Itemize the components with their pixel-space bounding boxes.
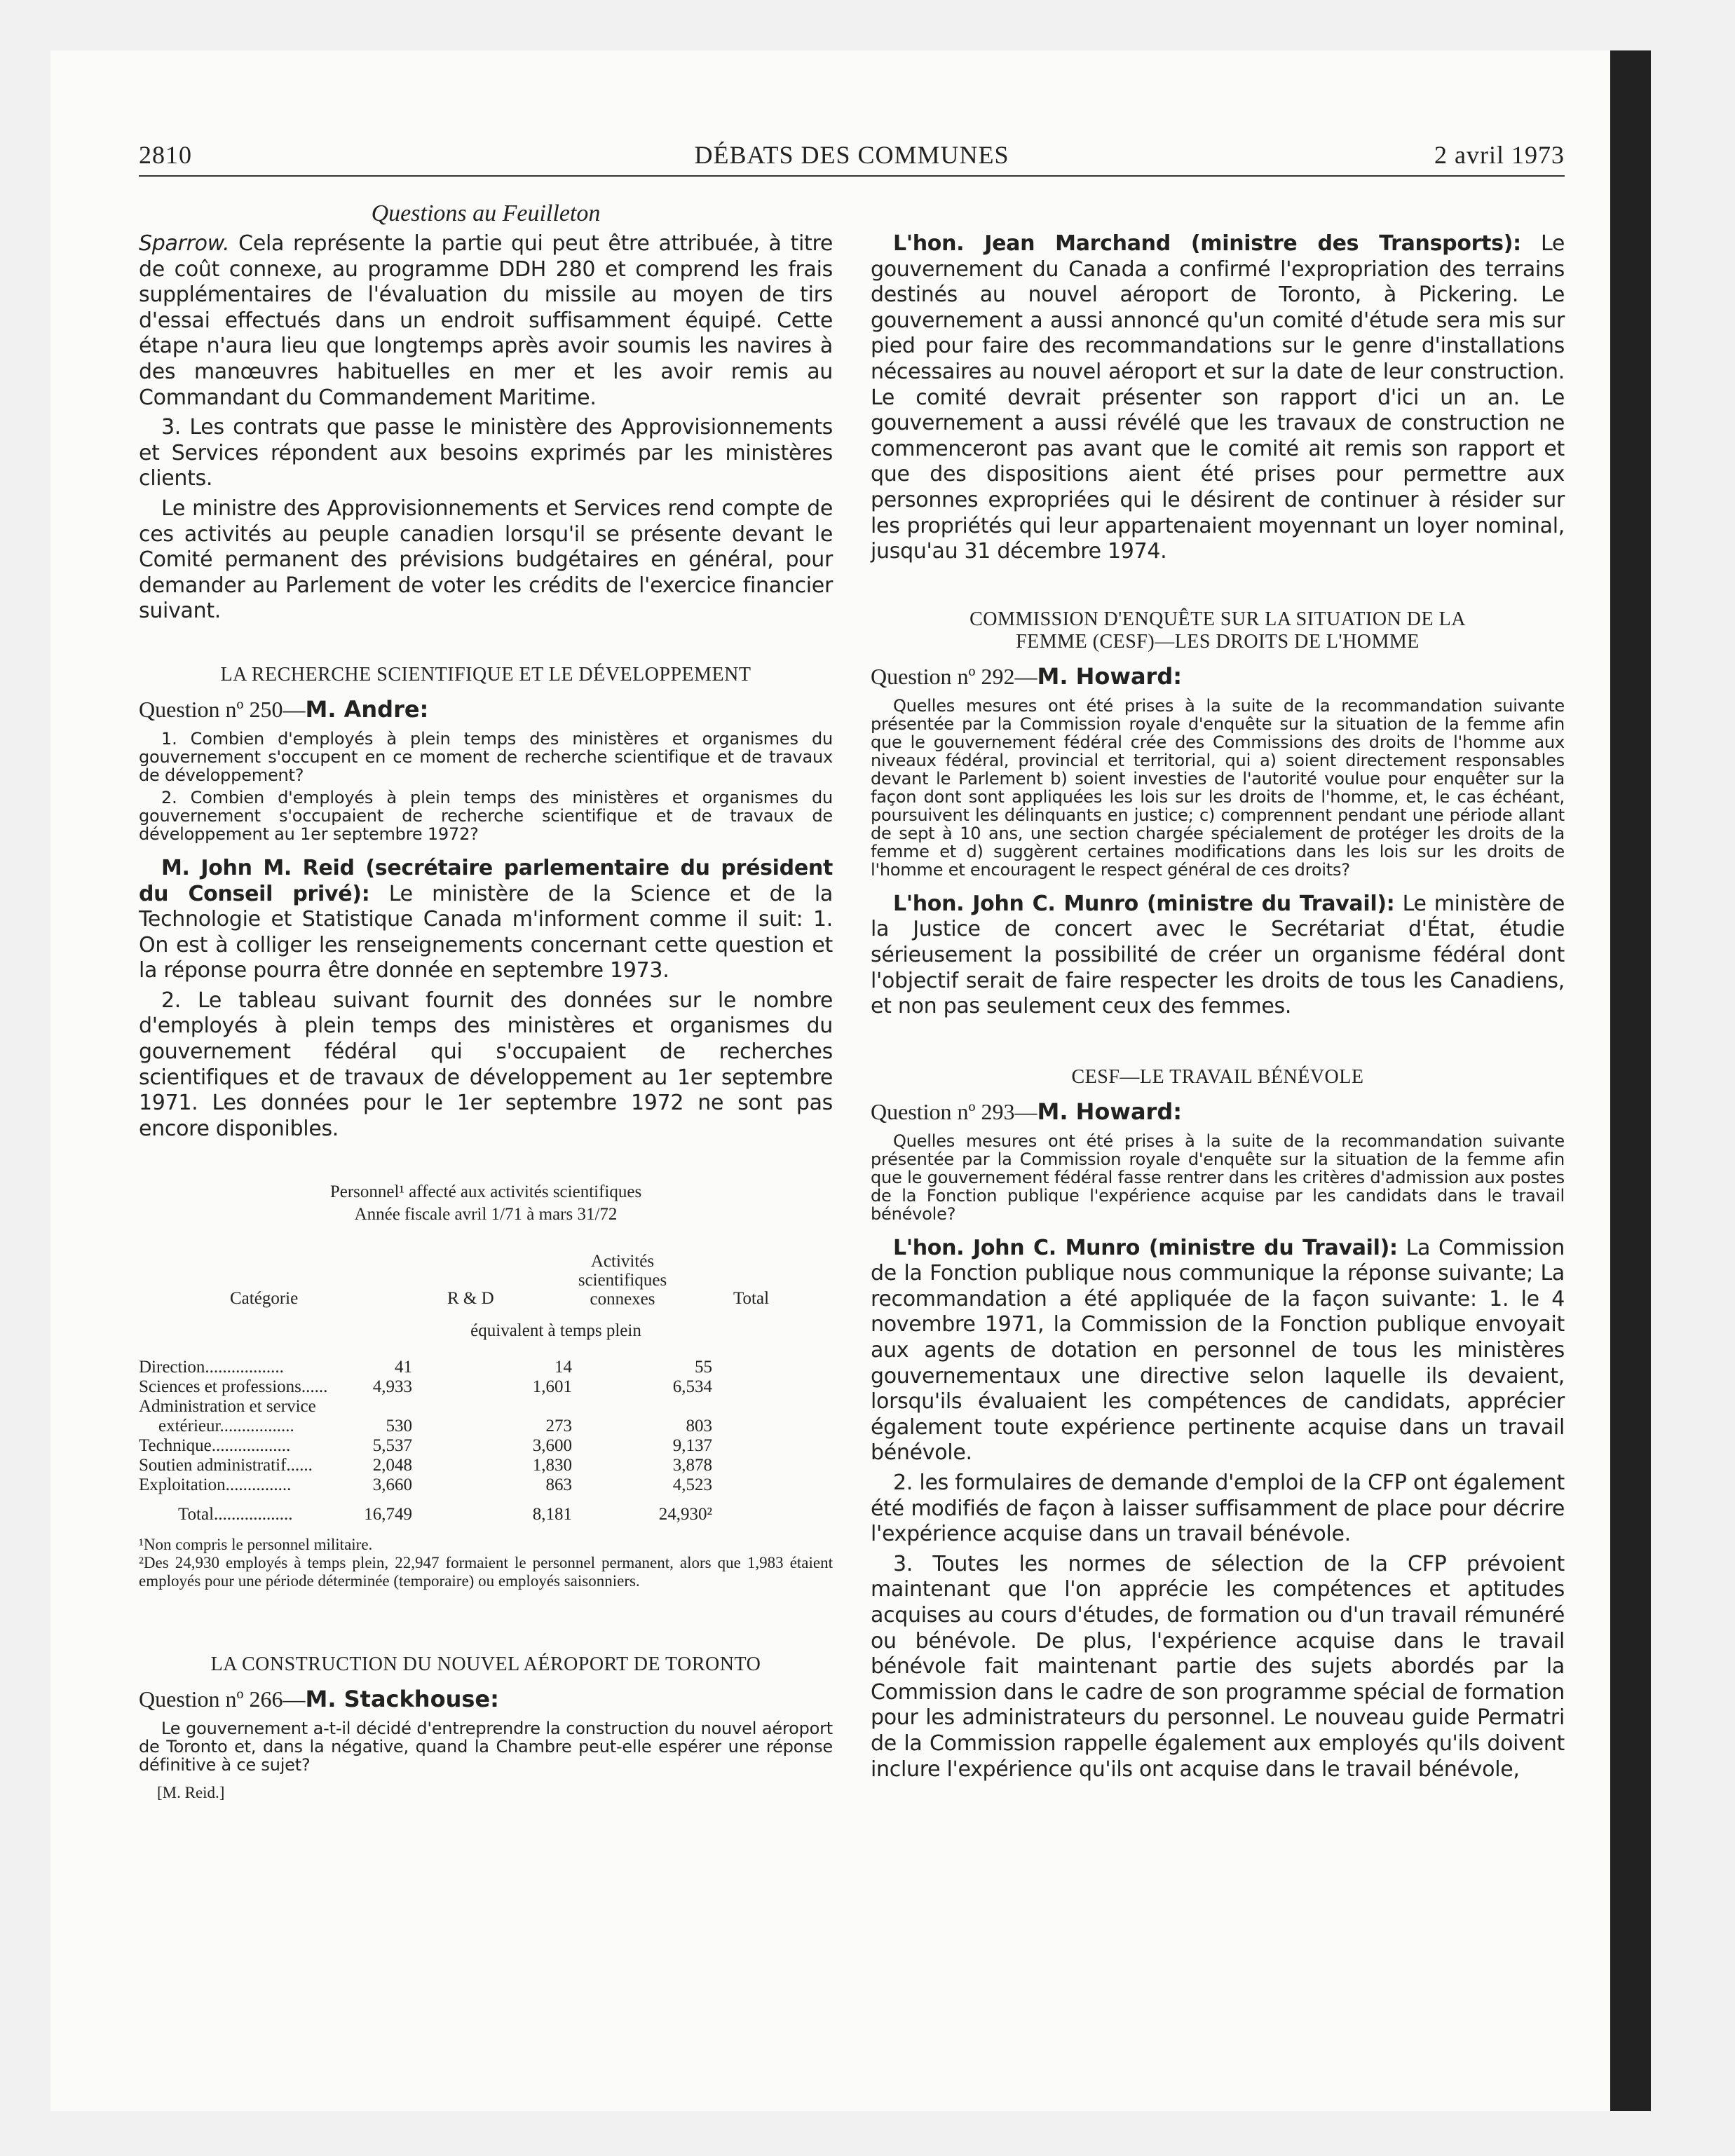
answer-text: Le ministère de la Justice de concert avec le Secrétariat d'État, étudie sérieusement la possibilité de créer un organisme fédéral dont l'objectif serait de faire respecter les droits de tous les Canadiens, et non pas seulement ceux des femmes.: [871, 891, 1565, 1019]
answer-text: Le ministère de la Science et de la Technologie et Statistique Canada m'informent comme il suit: 1. On est à colliger les renseignements concernant cette question et la réponse pourra être donnée en septembre 1973.: [139, 881, 833, 983]
table-cell: extérieur.................: [158, 1417, 294, 1436]
table-cell: Sciences et professions......: [139, 1377, 328, 1397]
table-cell: 14: [554, 1358, 572, 1377]
question-text: Quelles mesures ont été prises à la suite de la recommandation suivante présentée par la Commission royale d'enquête sur la situation de la femme afin que le gouvernement fédéral fasse rentrer dans les critères d'admission aux postes de la Fonction publique l'expérience acquise par les candidats dans le travail bénévole?: [871, 1131, 1565, 1224]
table-cell: 863: [545, 1475, 572, 1495]
answer-paragraph: [139, 856, 833, 984]
paragraph: [139, 231, 833, 411]
table-unit: équivalent à temps plein: [470, 1321, 641, 1341]
question-asker: M. Howard:: [1037, 1098, 1183, 1125]
question-number: Question nº 266—: [139, 1686, 306, 1712]
table-body: [139, 1358, 833, 1495]
question-heading: [139, 1686, 833, 1712]
scan-edge: [1610, 50, 1651, 2111]
table-cell: Total..................: [178, 1505, 293, 1524]
table-footnote: ²Des 24,930 employés à temps plein, 22,947 formaient le personnel permanent, alors que 1,983 étaient employés pour une période déterminée (temporaire) ou employés saisonniers.: [139, 1554, 833, 1590]
section-heading: LA RECHERCHE SCIENTIFIQUE ET LE DÉVELOPPEMENT: [220, 663, 751, 685]
table-cell: 530: [386, 1417, 412, 1436]
question-asker: M. Andre:: [305, 695, 429, 723]
table-cell: 8,181: [532, 1505, 572, 1524]
question-number: Question nº 250—: [139, 696, 306, 722]
paragraph: Le ministre des Approvisionnements et Services rend compte de ces activités au peuple canadien lorsqu'il se présente devant le Comité permanent des prévisions budgétaires en général, pour demander au Parlement de voter les crédits de l'exercice financier suivant.: [139, 496, 833, 624]
table-header: [139, 1241, 833, 1309]
table-cell: 273: [545, 1417, 572, 1436]
question-text: 1. Combien d'employés à plein temps des ministères et organismes du gouvernement s'occupent en ce moment de recherche scientifique et de travaux de développement?: [139, 728, 833, 785]
answer-paragraph: [871, 1236, 1565, 1466]
column-header: R & D: [447, 1289, 494, 1309]
table-cell: 16,749: [364, 1505, 412, 1524]
running-title: Questions au Feuilleton: [371, 200, 601, 226]
table-cell: 41: [395, 1358, 412, 1377]
table-cell: 3,660: [372, 1475, 412, 1495]
table-subcaption: Année fiscale avril 1/71 à mars 31/72: [354, 1205, 618, 1224]
page-date: 2 avril 1973: [1434, 141, 1565, 169]
answer-paragraph: [871, 892, 1565, 1020]
table-cell: 24,930²: [658, 1505, 712, 1524]
question-asker: M. Stackhouse:: [305, 1686, 499, 1713]
question-text: Quelles mesures ont été prises à la suite de la recommandation suivante présentée par la Commission royale d'enquête sur la situation de la femme afin que le gouvernement fédéral crée des Commissions des droits de l'homme aux niveaux fédéral, provincial et territorial, qui a) soient directement responsables devant le Parlement b) soient investies de l'autorité voulue pour enquêter sur la façon dont sont appliquées les lois sur les droits de l'homme, et, le cas échéant, poursuivent les délinquants en justice; c) comprennent pendant une période allant de sept à 10 ans, une section chargée spécialement de protéger les droits de la femme et d) suggèrent certaines modifications dans les lois sur les droits de l'homme et encouragent le respect général de ces droits?: [871, 695, 1565, 880]
answer-paragraph: [871, 231, 1565, 565]
answer-paragraph: 2. les formulaires de demande d'emploi de la CFP ont également été modifiés de façon à laisser suffisamment de place pour décrire l'expérience acquise dans un travail bénévole.: [871, 1471, 1565, 1547]
answer-paragraph: 2. Le tableau suivant fournit des données sur le nombre d'employés à plein temps des ministères et organismes du gouvernement fédéral qui s'occupaient de recherches scientifiques et de travaux de développement au 1er septembre 1971. Les données pour le 1er septembre 1972 ne sont pas encore disponibles.: [139, 988, 833, 1141]
question-asker: M. Howard:: [1037, 662, 1183, 690]
table-row: [139, 1358, 833, 1377]
question-number: Question nº 293—: [871, 1098, 1037, 1124]
speaker-name: Sparrow.: [139, 231, 230, 256]
section-heading: FEMME (CESF)—LES DROITS DE L'HOMME: [1016, 630, 1420, 653]
page-header: [139, 137, 1565, 177]
question-text: Le gouvernement a-t-il décidé d'entreprendre la construction du nouvel aéroport de Toronto et, dans la négative, quand la Chambre peut-elle espérer une réponse définitive à ce sujet?: [139, 1719, 833, 1775]
section-heading: LA CONSTRUCTION DU NOUVEL AÉROPORT DE TORONTO: [210, 1653, 761, 1676]
table-cell: 6,534: [672, 1377, 712, 1397]
table-row: [139, 1417, 833, 1436]
table-cell: 4,933: [372, 1377, 412, 1397]
paragraph-text: Cela représente la partie qui peut être attribuée, à titre de coût connexe, au programme DDH 280 et comprend les frais supplémentaires de l'évaluation du missile au moyen de tirs d'essai effectués dans un endroit suffisamment équipé. Cette étape n'aura lieu que longtemps après avoir soumis les navires à des manœuvres habituelles en mer et les avoir remis au Commandant du Commandement Maritime.: [139, 231, 833, 410]
speaker-name: L'hon. Jean Marchand (ministre des Transports):: [893, 231, 1521, 256]
left-column: [139, 195, 833, 1802]
table-row: [139, 1456, 833, 1475]
table-row: [139, 1397, 833, 1417]
right-column: [871, 231, 1565, 1782]
speaker-name: L'hon. John C. Munro (ministre du Travail):: [893, 891, 1395, 916]
table-cell: 5,537: [372, 1436, 412, 1456]
table-cell: 1,601: [532, 1377, 572, 1397]
signature: [M. Reid.]: [157, 1784, 225, 1802]
table-cell: 2,048: [372, 1456, 412, 1475]
table-cell: 1,830: [532, 1456, 572, 1475]
table-caption: Personnel¹ affecté aux activités scientifiques: [329, 1182, 642, 1202]
column-header: Total: [733, 1289, 770, 1309]
question-text: 2. Combien d'employés à plein temps des ministères et organismes du gouvernement s'occupaient de recherche scientifique et de travaux de développement au 1er septembre 1972?: [139, 787, 833, 844]
table-cell: Soutien administratif......: [139, 1456, 313, 1475]
table-cell: Exploitation...............: [139, 1475, 292, 1495]
question-heading: [139, 696, 833, 723]
table-row: [139, 1436, 833, 1456]
paragraph: 3. Les contrats que passe le ministère des Approvisionnements et Services répondent aux besoins exprimés par les ministères clients.: [139, 415, 833, 491]
answer-text: La Commission de la Fonction publique nous communique la réponse suivante; La recommandation a été appliquée de la façon suivante: 1. le 4 novembre 1971, la Commission de la Fonction publique envoyait aux agents de dotation en personnel de tous les ministères gouvernementaux une directive selon laquelle ils devaient, lorsqu'ils évaluaient les compétences de candidats, apprécier également toute expérience pertinente acquise dans un travail bénévole.: [871, 1235, 1565, 1466]
speaker-name: M. John M. Reid (secrétaire parlementaire du président du Conseil privé):: [139, 855, 833, 906]
table-cell: Direction..................: [139, 1358, 284, 1377]
page-number: 2810: [139, 141, 192, 169]
question-number: Question nº 292—: [871, 663, 1037, 689]
question-heading: [871, 1098, 1565, 1125]
column-header: Catégorie: [230, 1289, 299, 1309]
personnel-table: [139, 1241, 833, 1524]
table-cell: 4,523: [672, 1475, 712, 1495]
section-heading: COMMISSION D'ENQUÊTE SUR LA SITUATION DE LA: [969, 608, 1466, 630]
table-cell: 55: [695, 1358, 712, 1377]
speaker-name: L'hon. John C. Munro (ministre du Travail):: [893, 1235, 1398, 1260]
table-cell: Administration et service: [139, 1397, 316, 1417]
table-row: [139, 1475, 833, 1495]
table-cell: 803: [686, 1417, 712, 1436]
table-total-row: [139, 1505, 833, 1524]
table-cell: Technique..................: [139, 1436, 291, 1456]
table-row: [139, 1377, 833, 1397]
table-cell: 3,878: [672, 1456, 712, 1475]
table-cell: 9,137: [672, 1436, 712, 1456]
section-heading: CESF—LE TRAVAIL BÉNÉVOLE: [1071, 1065, 1364, 1088]
column-header: Activités scientifiques connexes: [578, 1252, 667, 1309]
question-heading: [871, 663, 1565, 690]
answer-text: Le gouvernement du Canada a confirmé l'expropriation des terrains destinés au nouvel aéroport de Toronto, à Pickering. Le gouvernement a aussi annoncé qu'un comité d'étude sera mis sur pied pour faire des recommandations sur le genre d'installations nécessaires au nouvel aéroport et sur la date de leur construction. Le comité devrait présenter son rapport d'ici un an. Le gouvernement a aussi révélé que les travaux de construction ne commenceront pas avant que le comité ait remis son rapport et que des dispositions aient été prises pour permettre aux personnes expropriées qui le désirent de continuer à résider sur les propriétés qui leur appartenaient moyennant un loyer nominal, jusqu'au 31 décembre 1974.: [871, 231, 1565, 564]
answer-paragraph: 3. Toutes les normes de sélection de la CFP prévoient maintenant que l'on apprécie les compétences et aptitudes acquises au cours d'études, de formation ou d'un travail rémunéré ou bénévole. De plus, l'expérience acquise dans le travail bénévole fait maintenant partie des sujets abordés par la Commission dans le cadre de son programme spécial de formation pour les administrateurs du personnel. Le nouveau guide Permatri de la Commission rappelle également aux employés qu'ils doivent inclure l'expérience qu'ils ont acquise dans le travail bénévole,: [871, 1551, 1565, 1782]
table-cell: 3,600: [532, 1436, 572, 1456]
publication-title: DÉBATS DES COMMUNES: [694, 141, 1009, 169]
table-footnote: ¹Non compris le personnel militaire.: [139, 1536, 373, 1554]
